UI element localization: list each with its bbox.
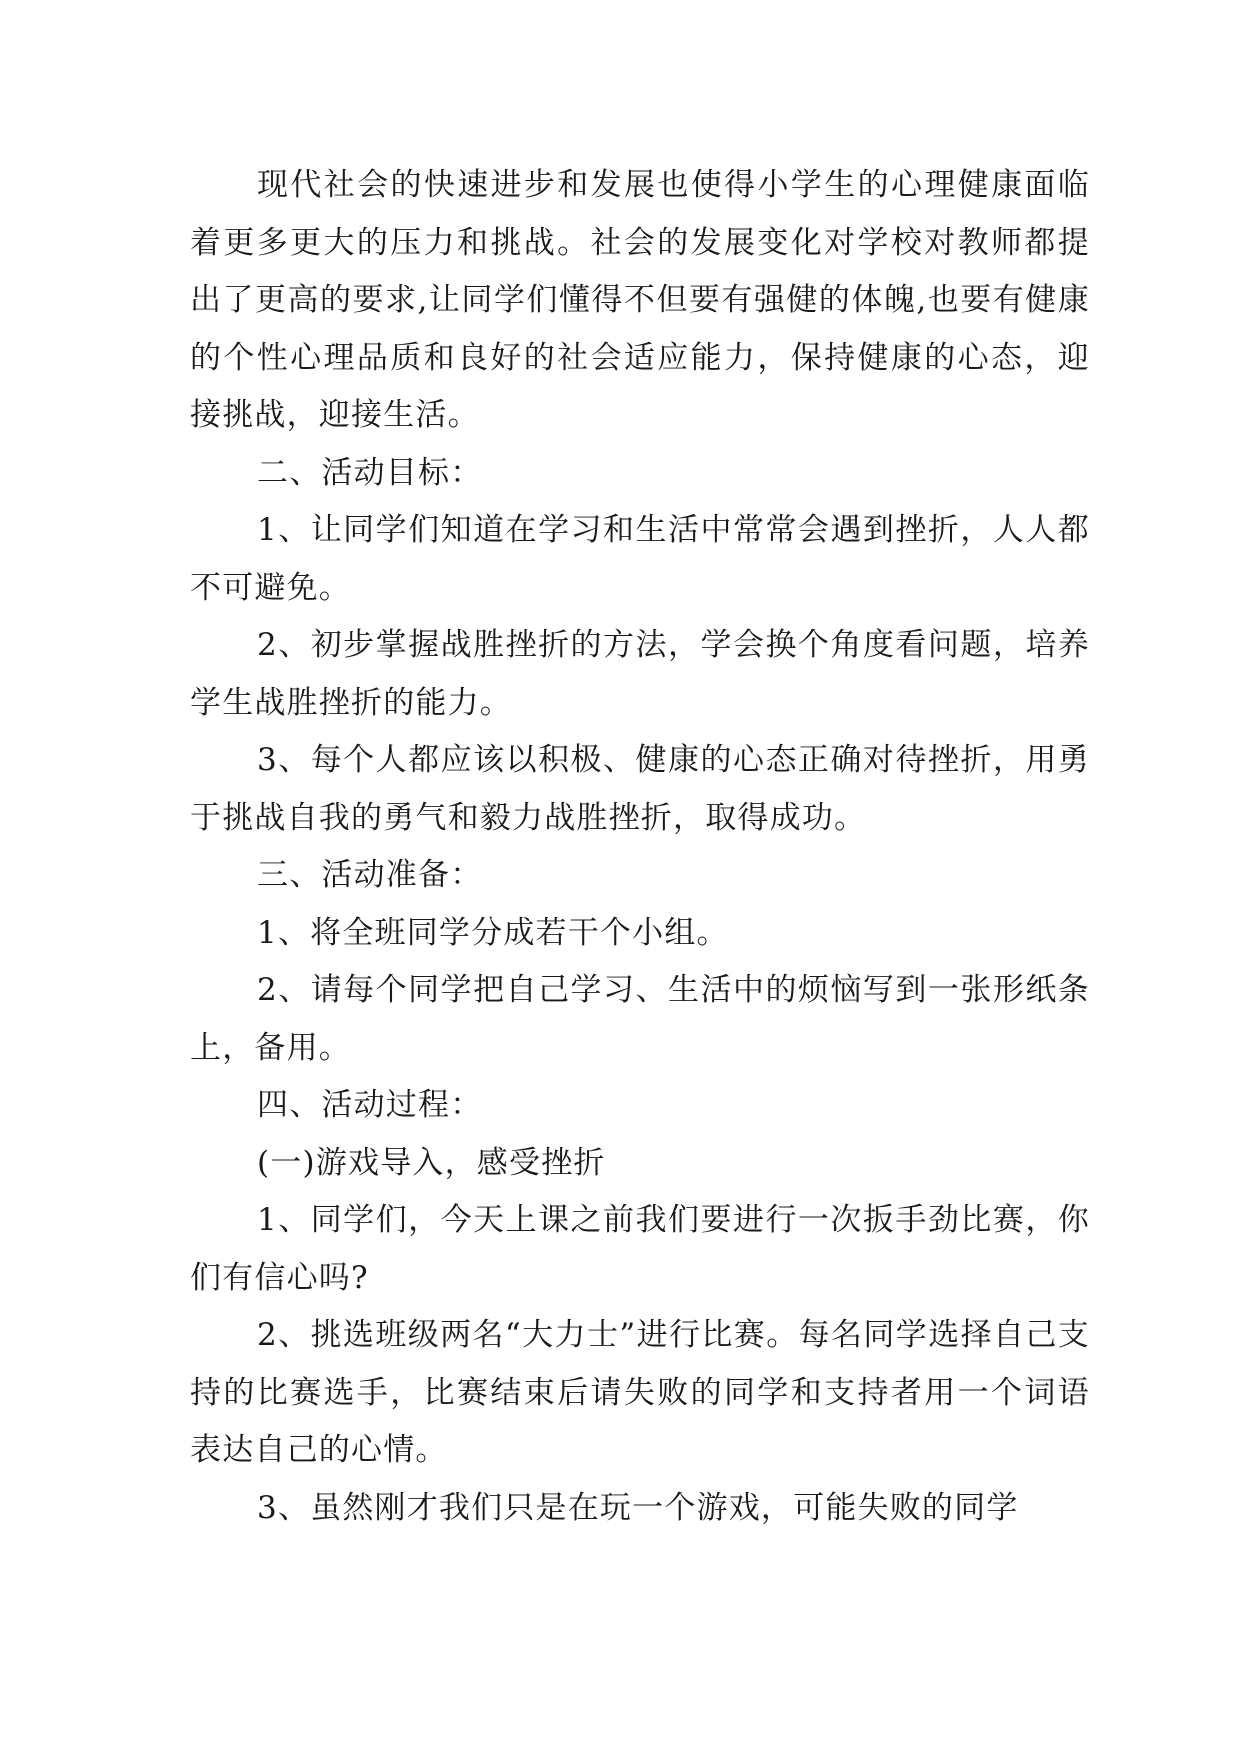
heading-activity-process: 四、活动过程： xyxy=(257,1087,483,1123)
paragraph-intro: 现代社会的快速进步和发展也使得小学生的心理健康面临着更多更大的压力和挑战。社会的发展变化对学校对教师都提出了更高的要求,让同学们懂得不但要有强健的体魄,也要有健康的个性心理品质和良好的社会适应能力，保持健康的心态，迎接挑战，迎接生活。 xyxy=(190,167,1090,433)
paragraph-process-1: 1、同学们，今天上课之前我们要进行一次扳手劲比赛，你们有信心吗? xyxy=(190,1202,1090,1296)
paragraph-prep-1: 1、将全班同学分成若干个小组。 xyxy=(257,914,729,951)
subheading-game-intro: (一)游戏导入，感受挫折 xyxy=(257,1144,606,1181)
heading-activity-goals: 二、活动目标： xyxy=(257,454,483,491)
document-body xyxy=(190,157,1090,1537)
paragraph-goal-1: 1、让同学们知道在学习和生活中常常会遇到挫折，人人都不可避免。 xyxy=(190,512,1090,606)
paragraph-process-3: 3、虽然刚才我们只是在玩一个游戏，可能失败的同学 xyxy=(257,1489,1019,1526)
paragraph-goal-2: 2、初步掌握战胜挫折的方法，学会换个角度看问题，培养学生战胜挫折的能力。 xyxy=(190,627,1090,721)
paragraph-prep-2: 2、请每个同学把自己学习、生活中的烦恼写到一张形纸条上，备用。 xyxy=(190,972,1090,1066)
heading-activity-preparation: 三、活动准备： xyxy=(257,857,483,893)
paragraph-goal-3: 3、每个人都应该以积极、健康的心态正确对待挫折，用勇于挑战自我的勇气和毅力战胜挫折，取得成功。 xyxy=(190,742,1090,836)
paragraph-process-2: 2、挑选班级两名“大力士”进行比赛。每名同学选择自己支持的比赛选手，比赛结束后请失败的同学和支持者用一个词语表达自己的心情。 xyxy=(190,1317,1090,1468)
